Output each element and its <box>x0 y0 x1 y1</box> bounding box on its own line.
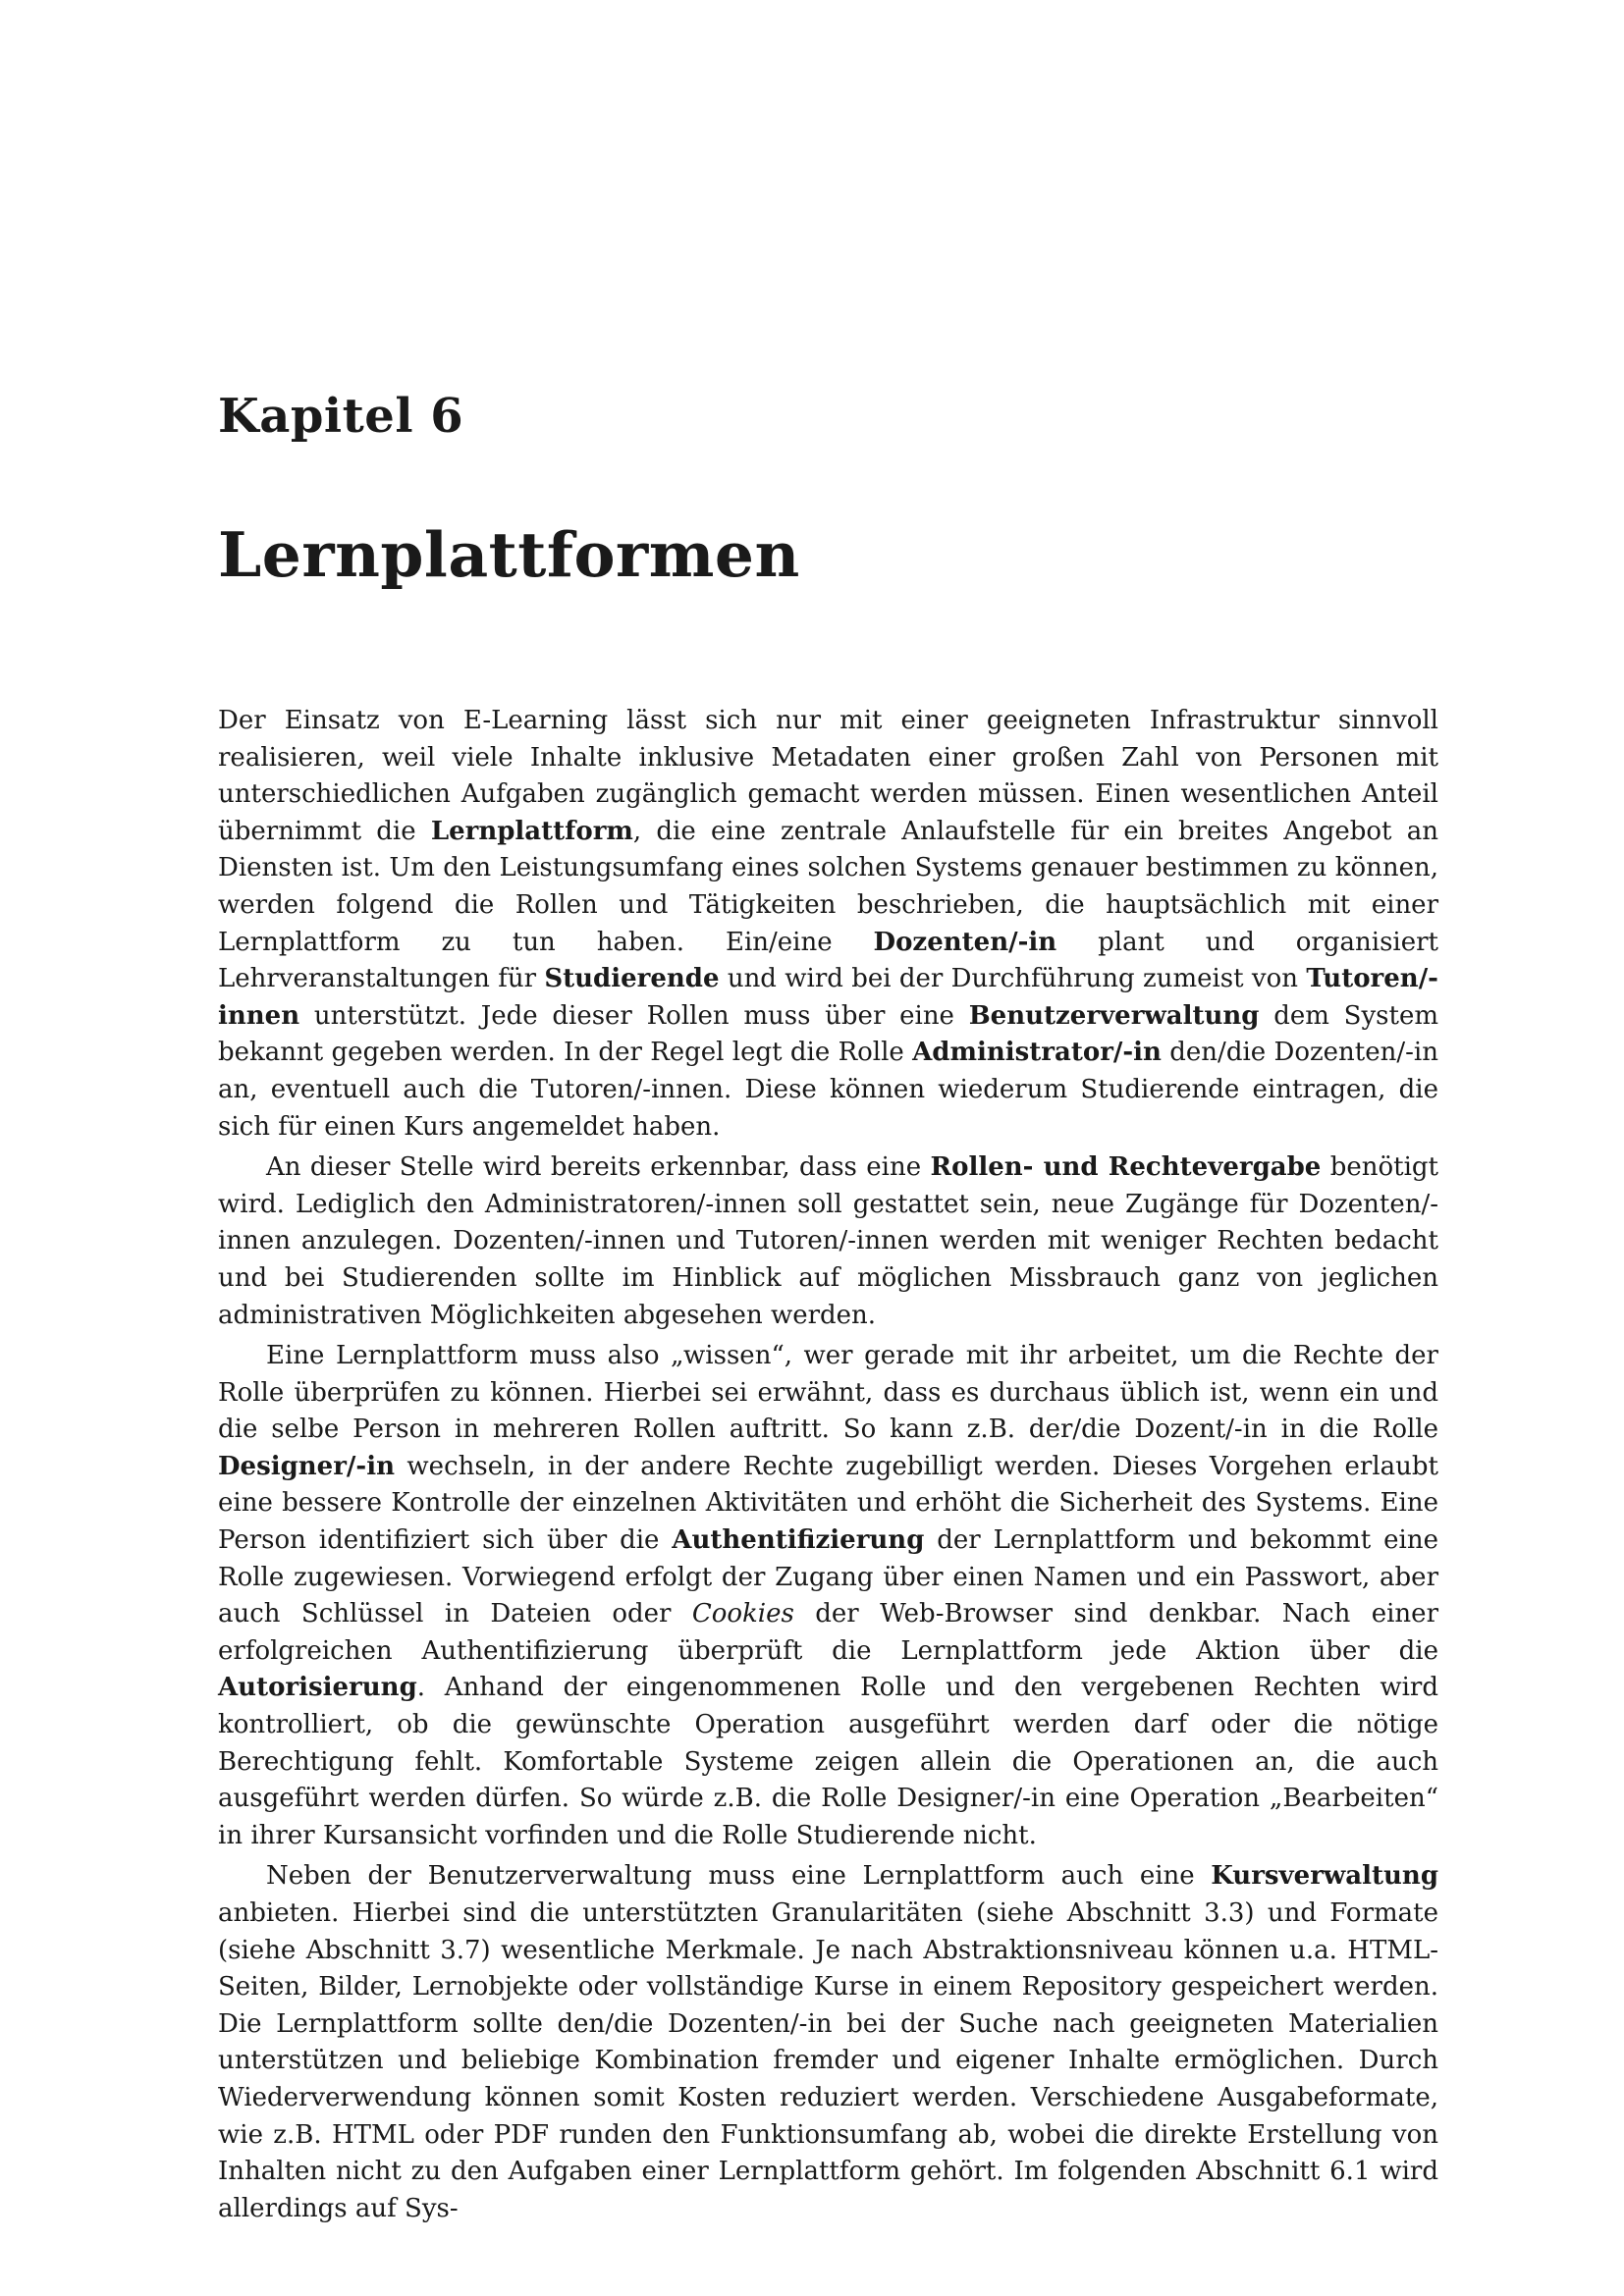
text-run: Der Einsatz von E-Learning lässt sich nur mit einer geeigneten Infrastruktur sinnvoll realisieren, weil viele Inhalte inklusive Metadaten einer großen Zahl von Personen mit unterschiedlichen Aufgaben zugänglich gemacht werden müssen. Einen wesentlichen Anteil übernimmt die <box>218 706 1438 846</box>
bold-term: Dozenten/-in <box>873 927 1057 957</box>
text-run: und wird bei der Durchführung zumeist von <box>719 964 1307 994</box>
text-run: anbieten. Hierbei sind die unterstützten Granularitäten (siehe Abschnitt 3.3) und Formate (siehe Abschnitt 3.7) wesentliche Merkmale. Je nach Abstraktionsniveau können u.a. HTML-Seiten, Bilder, Lernobjekte oder vollständige Kurse in einem Repository gespeichert werden. Die Lernplattform sollte den/die Dozenten/-in bei der Suche nach geeigneten Materialien unterstützen und beliebige Kombination fremder und eigener Inhalte ermöglichen. Durch Wiederverwendung können somit Kosten reduziert werden. Verschiedene Ausgabeformate, wie z.B. HTML oder PDF runden den Funktionsumfang ab, wobei die direkte Erstellung von Inhalten nicht zu den Aufgaben einer Lernplattform gehört. Im folgenden Abschnitt 6.1 wird allerdings auf Sys- <box>218 1898 1438 2223</box>
bold-term: Designer/-in <box>218 1451 395 1481</box>
text-run: plant und organisiert Lehrveranstaltungen für <box>218 927 1438 994</box>
paragraph <box>218 1149 1438 1334</box>
text-run: . Anhand der eingenommenen Rolle und den vergebenen Rechten wird kontrolliert, ob die gewünschte Operation ausgeführt werden darf oder die nötige Berechtigung fehlt. Komfortable Systeme zeigen allein die Operationen an, die auch ausgeführt werden dürfen. So würde z.B. die Rolle Designer/-in eine Operation „Bearbeiten“ in ihrer Kursansicht vorfinden und die Rolle Studierende nicht. <box>218 1673 1438 1850</box>
chapter-label: Kapitel 6 <box>218 389 464 444</box>
text-run: der Lernplattform und bekommt eine Rolle zugewiesen. Vorwiegend erfolgt der Zugang über einen Namen und ein Passwort, aber auch Schlüssel in Dateien oder <box>218 1525 1438 1629</box>
text-run: benötigt wird. Lediglich den Administratoren/-innen soll gestattet sein, neue Zugänge für Dozenten/-innen anzulegen. Dozenten/-innen und Tutoren/-innen werden mit weniger Rechten bedacht und bei Studierenden sollte im Hinblick auf möglichen Missbrauch ganz von jeglichen administrativen Möglichkeiten abgesehen werden. <box>218 1152 1438 1330</box>
text-run: wechseln, in der andere Rechte zugebilligt werden. Dieses Vorgehen erlaubt eine bessere Kontrolle der einzelnen Aktivitäten und erhöht die Sicherheit des Systems. Eine Person identifiziert sich über die <box>218 1451 1438 1556</box>
bold-term: Studierende <box>544 964 720 994</box>
text-run: Eine Lernplattform muss also „wissen“, wer gerade mit ihr arbeitet, um die Rechte der Rolle überprüfen zu können. Hierbei sei erwähnt, dass es durchaus üblich ist, wenn ein und die selbe Person in mehreren Rollen auftritt. So kann z.B. der/die Dozent/-in in die Rolle <box>218 1341 1438 1445</box>
paragraph <box>218 1858 1438 2227</box>
bold-term: Lernplattform <box>430 816 633 846</box>
bold-term: Administrator/-in <box>912 1038 1162 1068</box>
text-run: Neben der Benutzerverwaltung muss eine Lernplattform auch eine <box>266 1861 1212 1892</box>
body-text <box>218 703 1438 2227</box>
bold-term: Autorisierung <box>218 1673 417 1703</box>
text-run: der Web-Browser sind denkbar. Nach einer erfolgreichen Authentifizierung überprüft die Lernplattform jede Aktion über die <box>218 1599 1438 1666</box>
bold-term: Benutzerverwaltung <box>968 1000 1260 1031</box>
bold-term: Rollen- und Rechtevergabe <box>930 1152 1322 1183</box>
paragraph <box>218 703 1438 1146</box>
bold-term: Tutoren/-innen <box>218 964 1438 1031</box>
text-run: unterstützt. Jede dieser Rollen muss über eine <box>299 1000 969 1031</box>
text-run: , die eine zentrale Anlaufstelle für ein breites Angebot an Diensten ist. Um den Leistungsumfang eines solchen Systems genauer bestimmen zu können, werden folgend die Rollen und Tätigkeiten beschrieben, die hauptsächlich mit einer Lernplattform zu tun haben. Ein/eine <box>218 816 1438 957</box>
text-run: dem System bekannt gegeben werden. In der Regel legt die Rolle <box>218 1000 1439 1068</box>
text-run: den/die Dozenten/-in an, eventuell auch die Tutoren/-innen. Diese können wiederum Studierende eintragen, die sich für einen Kurs angemeldet haben. <box>218 1038 1438 1142</box>
bold-term: Authentifizierung <box>672 1525 925 1556</box>
paragraph <box>218 1338 1438 1854</box>
chapter-title: Lernplattformen <box>218 518 800 591</box>
text-run: An dieser Stelle wird bereits erkennbar, dass eine <box>266 1152 931 1183</box>
italic-term: Cookies <box>691 1599 794 1629</box>
bold-term: Kursverwaltung <box>1211 1861 1438 1892</box>
